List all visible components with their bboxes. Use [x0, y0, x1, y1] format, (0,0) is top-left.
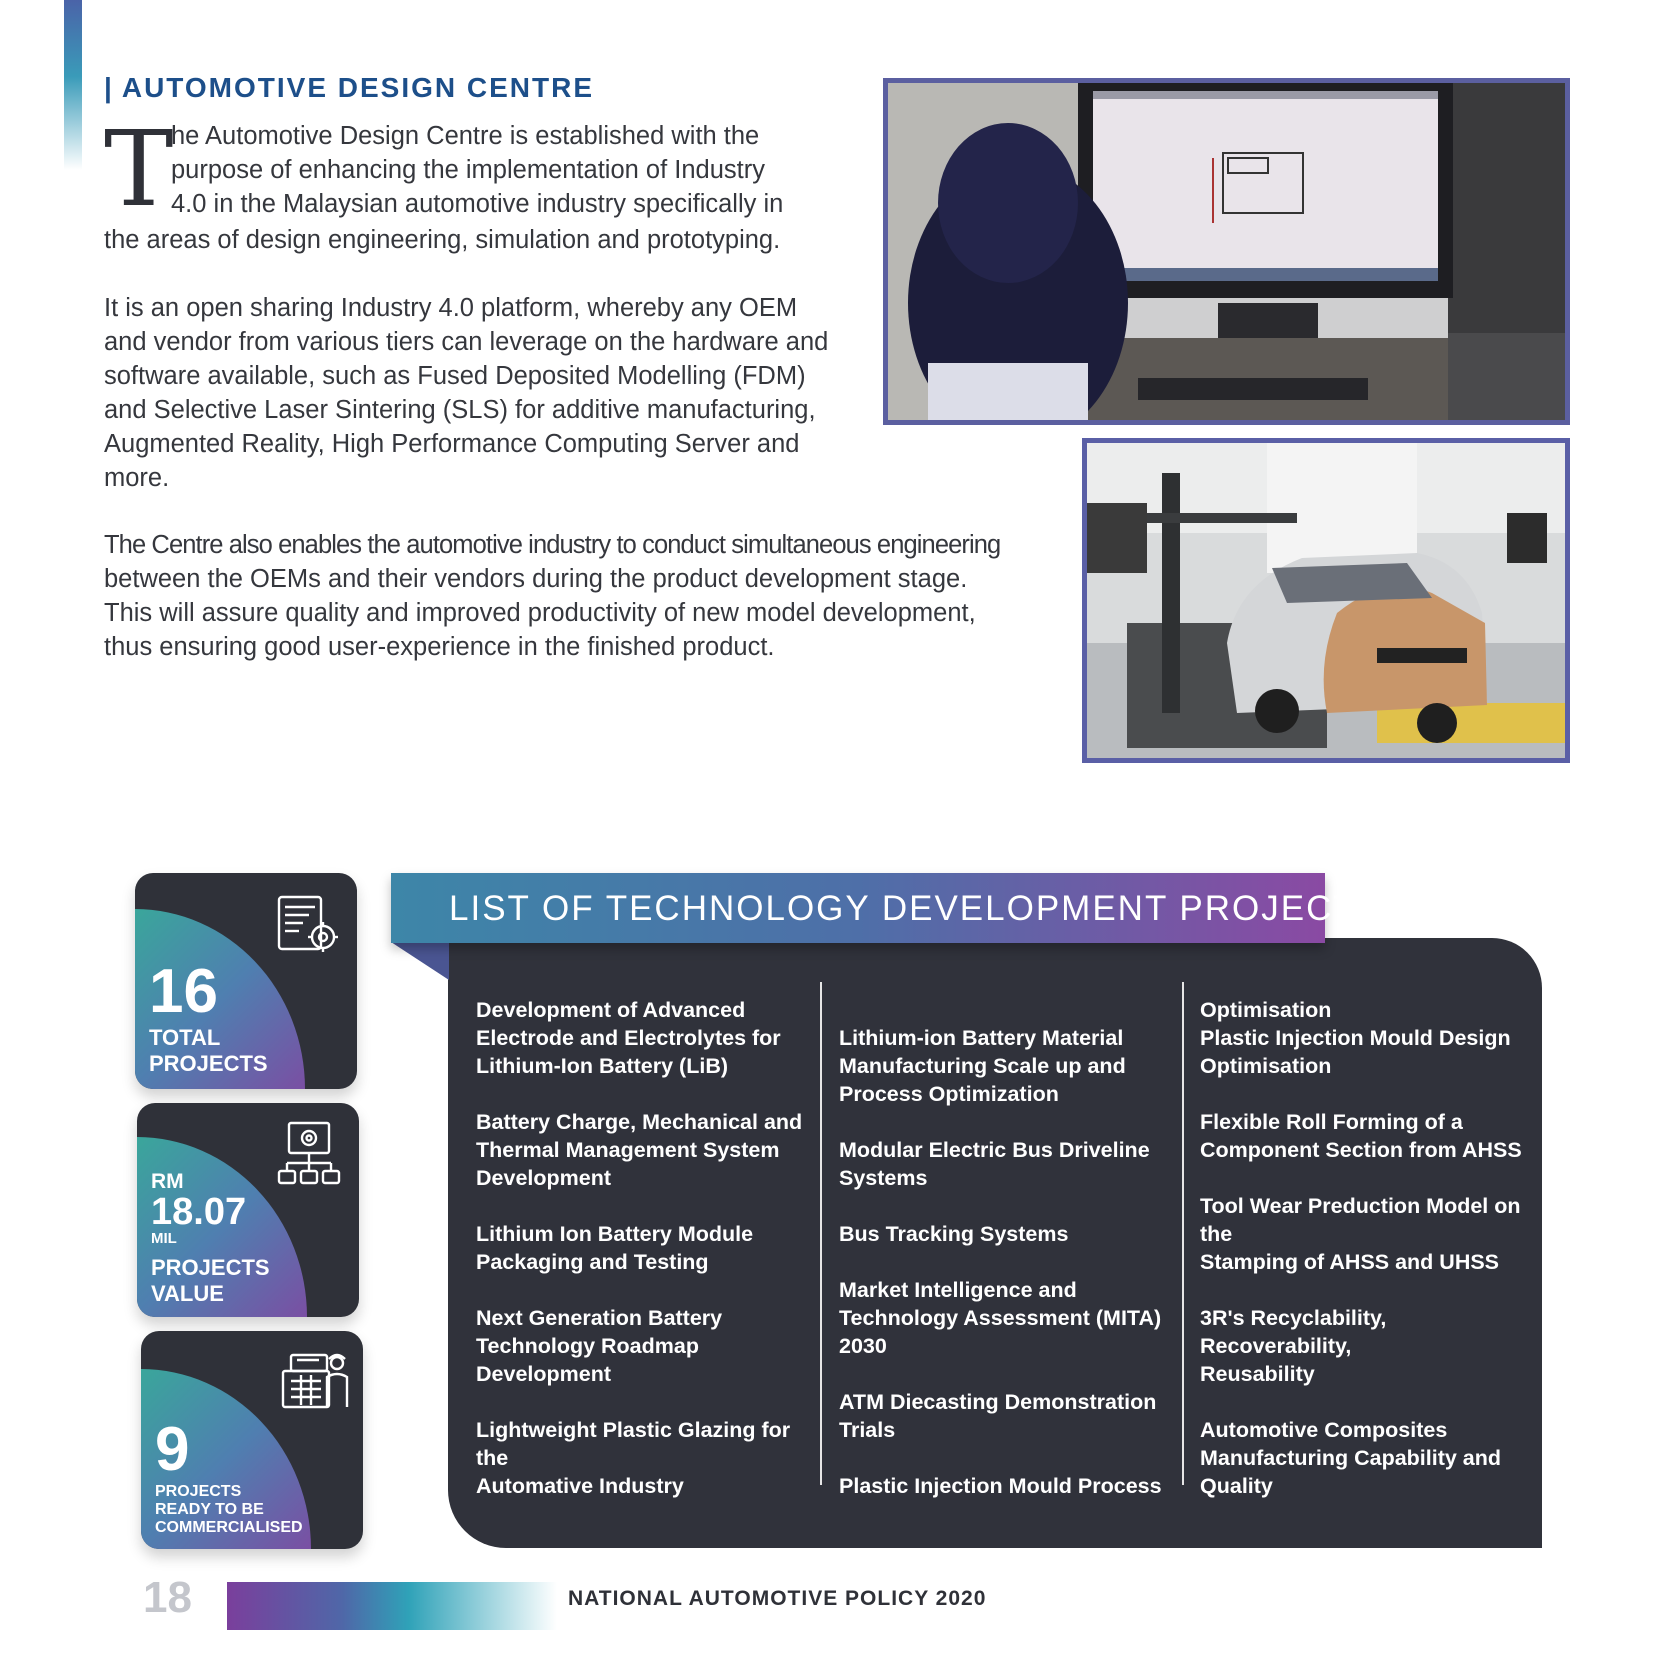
project-item-line: Lithium-Ion Battery (LiB)	[476, 1054, 729, 1078]
project-item-line: Quality	[1200, 1474, 1273, 1498]
banner-fold	[391, 942, 449, 980]
project-item-line: Lightweight Plastic Glazing for the	[476, 1418, 791, 1470]
project-item-line: Lithium-ion Battery Material	[839, 1026, 1124, 1050]
project-item-line: Next Generation Battery	[476, 1306, 723, 1330]
stat-card-total-projects	[135, 873, 357, 1089]
project-item-line: ATM Diecasting Demonstration	[839, 1390, 1157, 1414]
project-item-line: Technology Roadmap	[476, 1334, 699, 1358]
project-item-line: Electrode and Electrolytes for	[476, 1026, 781, 1050]
project-item-line: Development	[476, 1166, 612, 1190]
stat-prefix: RM	[151, 1170, 184, 1193]
project-item-line: Thermal Management System	[476, 1138, 780, 1162]
stat-label: PROJECTS	[149, 1051, 268, 1076]
stat-card-projects-value	[137, 1103, 359, 1317]
footer-gradient-bar	[227, 1582, 557, 1630]
intro-line: he Automotive Design Centre is established with the	[171, 122, 760, 150]
project-item	[476, 1304, 816, 1388]
project-item-line: Process Optimization	[839, 1082, 1059, 1106]
project-item	[1200, 996, 1540, 1080]
project-item	[476, 1220, 816, 1276]
project-item-line: 3R's Recyclability, Recoverability,	[1200, 1306, 1387, 1358]
drop-cap: T	[104, 108, 174, 230]
project-item-line: Plastic Injection Mould Process	[839, 1474, 1162, 1498]
project-item-line: 2030	[839, 1334, 887, 1358]
project-item-line: Lithium Ion Battery Module	[476, 1222, 754, 1246]
page-number: 18	[143, 1573, 192, 1622]
stat-number: 9	[155, 1415, 190, 1484]
project-item-line: Trials	[839, 1418, 896, 1442]
project-item	[1200, 1416, 1540, 1500]
project-item-line: Manufacturing Capability and	[1200, 1446, 1502, 1470]
project-item-line: Plastic Injection Mould Design	[1200, 1026, 1511, 1050]
section-heading: | AUTOMOTIVE DESIGN CENTRE	[104, 72, 595, 103]
project-item-line: Automative Industry	[476, 1474, 684, 1498]
projects-banner	[391, 873, 1383, 943]
project-item-line: Optimisation	[1200, 1054, 1332, 1078]
intro-line: purpose of enhancing the implementation of Industry	[171, 156, 765, 184]
project-item-line: Reusability	[1200, 1362, 1315, 1386]
stat-number: 18.07	[151, 1191, 247, 1233]
project-item-line: Automotive Composites	[1200, 1418, 1448, 1442]
stat-label: PROJECTS	[151, 1255, 270, 1280]
project-item-line: Systems	[839, 1166, 928, 1190]
project-item	[1200, 1108, 1540, 1164]
column-divider	[1182, 982, 1184, 1485]
projects-column-2	[839, 1024, 1179, 1528]
project-item	[839, 1388, 1179, 1444]
projects-title: LIST OF TECHNOLOGY DEVELOPMENT PROJECTS	[449, 889, 1383, 928]
footer-title: NATIONAL AUTOMOTIVE POLICY 2020	[568, 1587, 987, 1610]
project-item-line: Manufacturing Scale up and	[839, 1054, 1126, 1078]
project-item-line: Flexible Roll Forming of a	[1200, 1110, 1463, 1134]
stat-label: VALUE	[151, 1281, 224, 1306]
project-item-line: Modular Electric Bus Driveline	[839, 1138, 1150, 1162]
project-item-line: Packaging and Testing	[476, 1250, 709, 1274]
stat-label: COMMERCIALISED	[155, 1519, 303, 1536]
project-item	[476, 996, 816, 1080]
document-gear-icon	[273, 889, 343, 959]
org-chart-gear-icon	[275, 1119, 345, 1189]
car-clay-model-photo	[1082, 438, 1570, 763]
project-item-line: Technology Assessment (MITA)	[839, 1306, 1162, 1330]
project-item	[839, 1024, 1179, 1108]
accent-side-bar	[64, 0, 82, 170]
project-item-line: Market Intelligence and	[839, 1278, 1077, 1302]
project-item	[839, 1472, 1179, 1500]
project-item	[1200, 1304, 1540, 1388]
project-item	[476, 1416, 816, 1500]
stat-label: PROJECTS	[155, 1483, 242, 1500]
project-item	[1200, 1192, 1540, 1276]
project-item	[839, 1220, 1179, 1248]
stat-unit: MIL	[151, 1230, 177, 1247]
project-item-line: Component Section from AHSS	[1200, 1138, 1522, 1162]
stat-label: TOTAL	[149, 1025, 221, 1050]
intro-line: the areas of design engineering, simulation and prototyping.	[104, 226, 781, 254]
projects-column-1	[476, 996, 816, 1528]
stat-label: READY TO BE	[155, 1501, 264, 1518]
stat-number: 16	[149, 957, 218, 1026]
project-item	[839, 1136, 1179, 1192]
project-item-line: Tool Wear Preduction Model on the	[1200, 1194, 1521, 1246]
project-item-line: Development	[476, 1362, 612, 1386]
project-item-line: Optimisation	[1200, 998, 1332, 1022]
column-divider	[820, 982, 822, 1485]
project-item-line: Stamping of AHSS and UHSS	[1200, 1250, 1500, 1274]
projects-column-3	[1200, 996, 1540, 1528]
project-item-line: Bus Tracking Systems	[839, 1222, 1069, 1246]
stat-card-commercialised	[141, 1331, 363, 1549]
project-item-line: Battery Charge, Mechanical and	[476, 1110, 803, 1134]
project-item-line: Development of Advanced	[476, 998, 746, 1022]
cad-workstation-photo	[883, 78, 1570, 425]
project-item	[839, 1276, 1179, 1360]
intro-line: 4.0 in the Malaysian automotive industry specifically in	[171, 190, 784, 218]
engineer-blueprint-icon	[279, 1347, 349, 1417]
project-item	[476, 1108, 816, 1192]
